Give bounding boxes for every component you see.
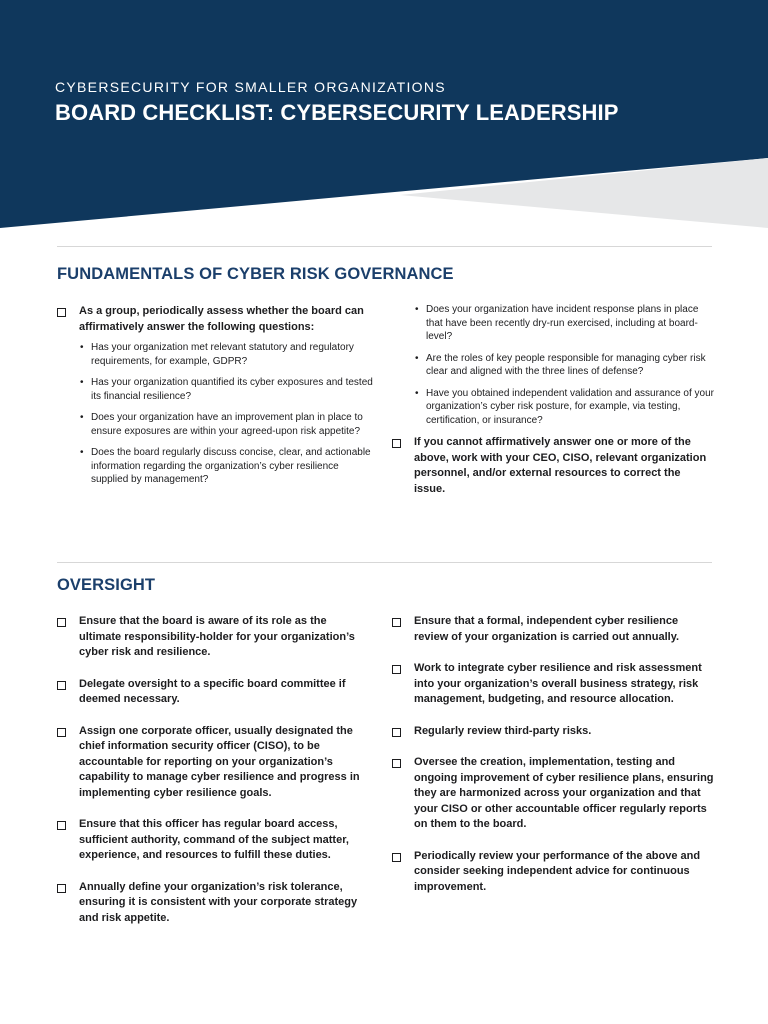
question-text: Does the board regularly discuss concise, clear, and actionable information regarding the organization’s cyber resilience supplied by management? [91,447,371,485]
fundamentals-left-column [57,304,375,495]
checklist-item[interactable] [57,880,367,927]
question-list [392,303,714,427]
checklist-item-text: Regularly review third-party risks. [414,724,592,737]
checklist-item[interactable] [57,817,367,864]
bullet-icon: • [80,412,84,423]
question-text: Are the roles of key people responsible for managing cyber risk clear and aligned with the three lines of defense? [426,352,706,377]
checklist-item[interactable] [392,755,714,833]
header-kicker: CYBERSECURITY FOR SMALLER ORGANIZATIONS [55,79,446,95]
bullet-icon: • [415,352,419,364]
checklist-item-text: Ensure that the board is aware of its role as the ultimate responsibility-holder for your organization’s cyber risk and resilience. [79,615,355,658]
checklist-item-text: If you cannot affirmatively answer one or more of the above, work with your CEO, CISO, relevant organization personnel, and/or external resources to correct the issue. [414,436,707,495]
bullet-icon: • [415,387,419,399]
checkbox[interactable] [392,759,401,768]
section-divider [57,562,712,563]
checklist-item[interactable] [392,661,714,708]
checklist-item-text: Periodically review your performance of the above and consider seeking independent advice for continuous improvement. [414,849,701,893]
bullet-icon: • [80,342,84,353]
checkbox[interactable] [392,665,401,674]
checklist-item[interactable] [392,614,714,645]
checklist-item[interactable] [57,614,367,661]
question-item [79,411,375,438]
checkbox[interactable] [57,308,66,317]
checklist-item-text: Annually define your organization’s risk tolerance, ensuring it is consistent with your corporate strategy and risk appetite. [79,880,358,924]
bullet-icon: • [80,377,84,388]
question-text: Does your organization have an improvement plan in place to ensure exposures are within your agreed-upon risk appetite? [91,412,363,437]
page-title: BOARD CHECKLIST: CYBERSECURITY LEADERSHIP [55,100,619,125]
checkbox[interactable] [57,618,66,627]
question-item [79,341,375,368]
question-item [414,352,714,379]
question-item [414,303,714,344]
bullet-icon: • [415,304,419,315]
question-text: Has your organization met relevant statutory and regulatory requirements, for example, GDPR? [91,342,354,367]
question-text: Does your organization have incident response plans in place that have been recently dry-run exercised, including at board-level? [426,304,699,342]
section-divider [57,246,712,247]
fundamentals-right-column [392,303,714,497]
question-item [79,446,375,487]
checklist-item[interactable] [57,677,367,708]
question-list [79,341,375,487]
checkbox[interactable] [57,728,66,737]
checklist-item[interactable] [57,304,375,487]
checklist-item[interactable] [392,435,714,497]
checkbox[interactable] [57,884,66,893]
checklist-item-text: As a group, periodically assess whether the board can affirmatively answer the following questions: [79,305,364,333]
question-item [79,376,375,403]
checklist-item[interactable] [57,724,367,802]
question-text: Has your organization quantified its cyber exposures and tested its financial resilience? [91,377,373,402]
checklist-item-text: Oversee the creation, implementation, testing and ongoing improvement of cyber resilience plans, ensuring they are harmonized across your organization and that your CISO or other accountable officer regularly reports on them to the board. [414,756,714,830]
checklist-item-text: Assign one corporate officer, usually designated the chief information security officer (CISO), to be accountable for reporting on your organization’s capability to manage cyber resilience and progress in implementing cyber resilience goals. [79,724,360,799]
checklist-item[interactable] [392,724,714,740]
checklist-item-text: Work to integrate cyber resilience and risk assessment into your organization’s overall business strategy, risk management, budgeting, and resource allocation. [414,662,702,705]
checkbox[interactable] [392,618,401,627]
checkbox[interactable] [57,681,66,690]
question-item [414,387,714,428]
question-text: Have you obtained independent validation and assurance of your organization’s cyber risk posture, for example, via testing, certification, or insurance? [426,387,714,426]
checklist-item-text: Delegate oversight to a specific board committee if deemed necessary. [79,677,346,705]
checkbox[interactable] [392,439,401,448]
checkbox[interactable] [392,853,401,862]
checkbox[interactable] [57,821,66,830]
checkbox[interactable] [392,728,401,737]
section-title-oversight: OVERSIGHT [57,576,156,594]
checklist-item[interactable] [392,849,714,896]
oversight-right-column [392,614,714,895]
bullet-icon: • [80,447,84,458]
checklist-item-text: Ensure that a formal, independent cyber resilience review of your organization is carried out annually. [414,615,680,643]
oversight-left-column [57,614,367,926]
section-title-fundamentals: FUNDAMENTALS OF CYBER RISK GOVERNANCE [57,265,454,283]
checklist-item-text: Ensure that this officer has regular board access, sufficient authority, command of the subject matter, experience, and resources to fulfill these duties. [79,818,349,861]
